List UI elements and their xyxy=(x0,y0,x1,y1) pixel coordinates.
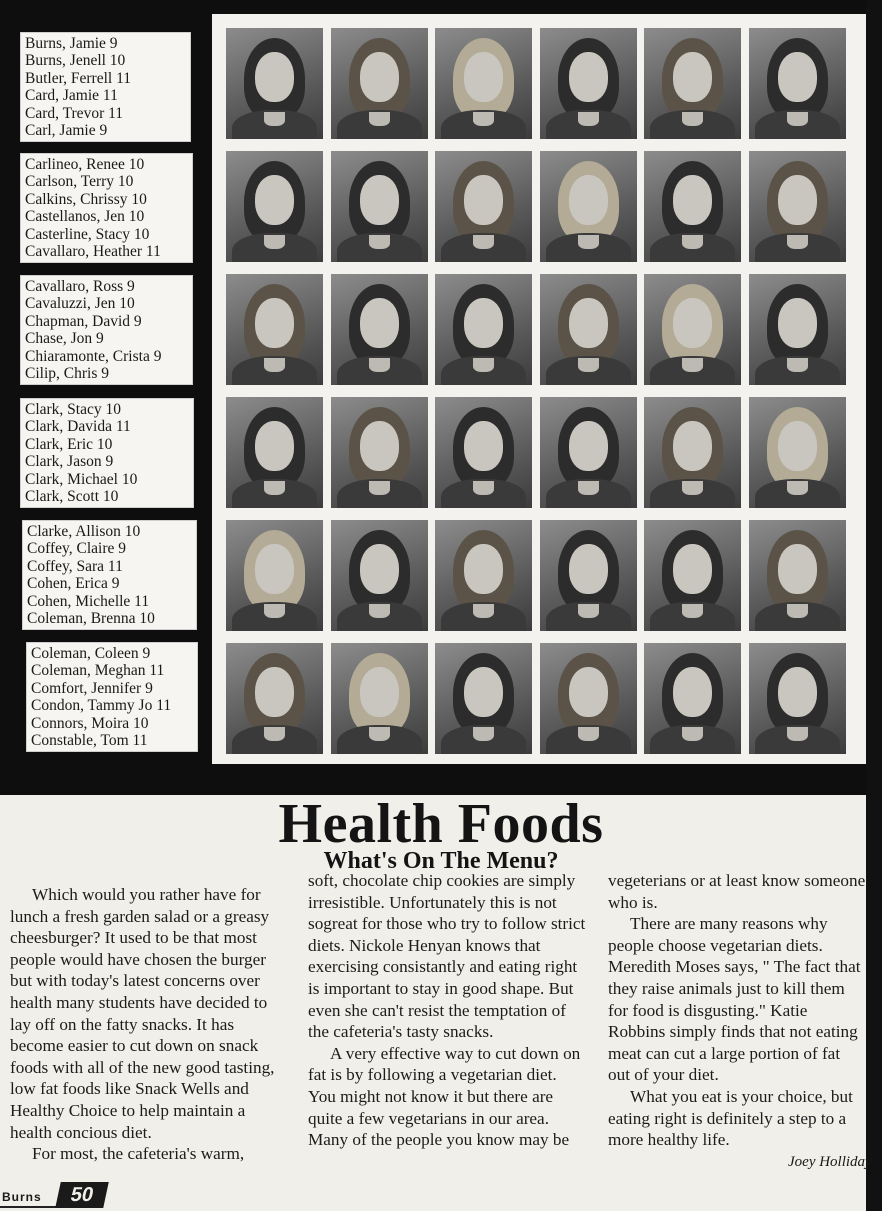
student-portrait xyxy=(749,520,846,631)
name-entry: Connors, Moira 10 xyxy=(31,714,149,732)
portrait-face xyxy=(569,667,608,717)
portrait-face xyxy=(778,298,817,348)
name-entry: Coleman, Brenna 10 xyxy=(27,610,155,628)
student-portrait xyxy=(540,643,637,754)
name-entry: Chase, Jon 9 xyxy=(25,330,104,348)
article-column-2 xyxy=(308,870,586,1151)
name-entry: Cohen, Michelle 11 xyxy=(27,592,150,610)
portrait-collar xyxy=(264,604,285,618)
student-portrait xyxy=(644,151,741,262)
portrait-face xyxy=(464,544,503,594)
portrait-face xyxy=(673,52,712,102)
name-entry: Castellanos, Jen 10 xyxy=(25,208,145,226)
portrait-face xyxy=(673,298,712,348)
portrait-collar xyxy=(369,481,390,495)
name-entry: Cilip, Chris 9 xyxy=(25,365,109,383)
portrait-face xyxy=(778,667,817,717)
portrait-face xyxy=(673,667,712,717)
name-group-1 xyxy=(20,32,191,142)
portrait-face xyxy=(778,175,817,225)
student-portrait xyxy=(435,520,532,631)
student-portrait xyxy=(226,28,323,139)
portrait-collar xyxy=(787,604,808,618)
portrait-collar xyxy=(473,727,494,741)
portrait-face xyxy=(360,298,399,348)
portrait-collar xyxy=(682,481,703,495)
article-column-3 xyxy=(608,870,866,1151)
name-entry: Carl, Jamie 9 xyxy=(25,122,108,140)
student-portrait xyxy=(226,397,323,508)
portrait-collar xyxy=(682,358,703,372)
portrait-collar xyxy=(473,604,494,618)
portrait-collar xyxy=(473,112,494,126)
portrait-face xyxy=(569,544,608,594)
student-portrait xyxy=(331,643,428,754)
portrait-collar xyxy=(369,358,390,372)
article-subtitle: What's On The Menu? xyxy=(323,848,559,874)
name-entry: Clark, Davida 11 xyxy=(25,418,131,436)
portrait-collar xyxy=(473,481,494,495)
portrait-face xyxy=(464,667,503,717)
portrait-face xyxy=(464,52,503,102)
portrait-face xyxy=(255,175,294,225)
name-group-2 xyxy=(20,153,193,263)
student-portrait xyxy=(435,274,532,385)
student-portrait xyxy=(435,28,532,139)
name-entry: Burns, Jenell 10 xyxy=(25,52,126,70)
student-portrait xyxy=(749,643,846,754)
name-group-6 xyxy=(26,642,198,752)
portrait-face xyxy=(464,298,503,348)
portrait-face xyxy=(360,52,399,102)
portrait-collar xyxy=(787,112,808,126)
student-portrait xyxy=(540,274,637,385)
portrait-collar xyxy=(578,481,599,495)
name-entry: Condon, Tammy Jo 11 xyxy=(31,697,172,715)
student-portrait xyxy=(644,397,741,508)
name-entry: Cavallaro, Ross 9 xyxy=(25,278,135,295)
portrait-face xyxy=(778,421,817,471)
portrait-face xyxy=(569,52,608,102)
name-entry: Card, Jamie 11 xyxy=(25,87,118,105)
student-portrait xyxy=(749,397,846,508)
portrait-collar xyxy=(787,727,808,741)
student-portrait xyxy=(749,28,846,139)
student-portrait xyxy=(540,397,637,508)
student-portrait xyxy=(540,151,637,262)
name-entry: Coffey, Claire 9 xyxy=(27,540,127,558)
student-portrait xyxy=(435,151,532,262)
name-entry: Card, Trevor 11 xyxy=(25,104,124,122)
student-portrait xyxy=(540,28,637,139)
student-portrait xyxy=(644,520,741,631)
portrait-collar xyxy=(787,481,808,495)
name-group-4 xyxy=(20,398,194,508)
portrait-face xyxy=(255,298,294,348)
portrait-face xyxy=(360,667,399,717)
portrait-face xyxy=(673,421,712,471)
name-entry: Calkins, Chrissy 10 xyxy=(25,190,147,208)
portrait-collar xyxy=(264,112,285,126)
portrait-face xyxy=(569,298,608,348)
name-entry: Coleman, Coleen 9 xyxy=(31,645,151,662)
portrait-collar xyxy=(264,358,285,372)
name-entry: Chapman, David 9 xyxy=(25,312,142,330)
name-entry: Chiaramonte, Crista 9 xyxy=(25,347,162,365)
student-portrait xyxy=(331,397,428,508)
portrait-collar xyxy=(264,481,285,495)
portrait-face xyxy=(778,544,817,594)
portrait-face xyxy=(360,421,399,471)
student-portrait xyxy=(749,274,846,385)
name-entry: Coffey, Sara 11 xyxy=(27,557,123,575)
portrait-collar xyxy=(473,235,494,249)
student-portrait xyxy=(435,397,532,508)
name-group-3 xyxy=(20,275,193,385)
portrait-collar xyxy=(369,112,390,126)
name-entry: Carlineo, Renee 10 xyxy=(25,156,145,173)
paragraph: vegeterians or at least know someone who is. xyxy=(608,871,866,912)
student-portrait xyxy=(331,274,428,385)
page-edge xyxy=(866,0,882,1211)
name-entry: Coleman, Meghan 11 xyxy=(31,662,165,680)
name-entry: Cavaluzzi, Jen 10 xyxy=(25,295,135,313)
author-byline: Joey Holliday xyxy=(788,1154,872,1170)
name-entry: Butler, Ferrell 11 xyxy=(25,69,131,87)
portrait-collar xyxy=(264,727,285,741)
portrait-collar xyxy=(578,604,599,618)
portrait-face xyxy=(464,175,503,225)
paragraph: For most, the cafeteria's warm, xyxy=(32,1144,245,1164)
paragraph: There are many reasons why people choose vegetarian diets. Meredith Moses says, " The fact that they raise animals just to kill them for food is disgusting." Katie Robbins simply finds that not eating meat can cut a large portion of fat out of your diet. xyxy=(608,914,861,1085)
portrait-collar xyxy=(578,727,599,741)
paragraph: soft, chocolate chip cookies are simply irresistible. Unfortunately this is not sogreat for those who try to follow strict diets. Nickole Henyan knows that exercising consistantly and eating right is important to stay in good shape. But even she can't resist the temptation of the cafeteria's tasty snacks. xyxy=(308,871,586,1042)
name-entry: Comfort, Jennifer 9 xyxy=(31,679,153,697)
footer-section-label: Burns xyxy=(0,1186,58,1208)
name-entry: Carlson, Terry 10 xyxy=(25,173,134,191)
portrait-grid xyxy=(212,14,866,764)
portrait-collar xyxy=(578,358,599,372)
name-entry: Clark, Stacy 10 xyxy=(25,401,121,418)
paragraph: Which would you rather have for lunch a fresh garden salad or a greasy cheesburger? It used to be that most people would have chosen the burger but with today's latest concerns over health many students have decided to lay off on the fatty snacks. It has become easier to cut down on snack foods with all of the new good tasting, low fat foods like Snack Wells and Healthy Choice to help maintain a health concious diet. xyxy=(10,885,275,1142)
portrait-face xyxy=(569,421,608,471)
portrait-collar xyxy=(369,604,390,618)
name-entry: Cohen, Erica 9 xyxy=(27,575,120,593)
student-portrait xyxy=(644,643,741,754)
portrait-face xyxy=(255,52,294,102)
article-column-1 xyxy=(10,884,282,1165)
student-portrait xyxy=(226,520,323,631)
portrait-face xyxy=(255,421,294,471)
name-entry: Clark, Scott 10 xyxy=(25,488,119,506)
portrait-face xyxy=(569,175,608,225)
student-portrait xyxy=(749,151,846,262)
portrait-collar xyxy=(682,112,703,126)
portrait-face xyxy=(255,544,294,594)
portrait-collar xyxy=(787,235,808,249)
name-entry: Clark, Eric 10 xyxy=(25,435,113,453)
portrait-collar xyxy=(682,235,703,249)
student-portrait xyxy=(540,520,637,631)
portrait-collar xyxy=(369,727,390,741)
portrait-face xyxy=(673,175,712,225)
paragraph: A very effective way to cut down on fat is by following a vegetarian diet. You might not know it but there are quite a few vegetarians in our area. Many of the people you know may be xyxy=(308,1043,581,1150)
page-number: 50 xyxy=(55,1182,109,1208)
portrait-face xyxy=(360,175,399,225)
student-portrait xyxy=(644,28,741,139)
portrait-collar xyxy=(682,604,703,618)
portrait-face xyxy=(464,421,503,471)
portrait-face xyxy=(778,52,817,102)
portrait-collar xyxy=(682,727,703,741)
name-entry: Burns, Jamie 9 xyxy=(25,35,118,52)
name-entry: Clark, Jason 9 xyxy=(25,453,114,471)
portrait-face xyxy=(255,667,294,717)
student-portrait xyxy=(331,151,428,262)
student-portrait xyxy=(644,274,741,385)
portrait-collar xyxy=(369,235,390,249)
paragraph: What you eat is your choice, but eating right is definitely a step to a more healthy life. xyxy=(608,1086,853,1150)
portrait-collar xyxy=(578,112,599,126)
name-entry: Clarke, Allison 10 xyxy=(27,523,141,540)
portrait-collar xyxy=(787,358,808,372)
student-portrait xyxy=(435,643,532,754)
portrait-face xyxy=(360,544,399,594)
portrait-collar xyxy=(264,235,285,249)
student-portrait xyxy=(226,151,323,262)
name-entry: Cavallaro, Heather 11 xyxy=(25,243,161,261)
portrait-face xyxy=(673,544,712,594)
name-entry: Constable, Tom 11 xyxy=(31,732,148,750)
student-portrait xyxy=(226,643,323,754)
student-portrait xyxy=(226,274,323,385)
student-portrait xyxy=(331,520,428,631)
student-portrait xyxy=(331,28,428,139)
portrait-collar xyxy=(473,358,494,372)
portrait-collar xyxy=(578,235,599,249)
name-group-5 xyxy=(22,520,197,630)
name-entry: Clark, Michael 10 xyxy=(25,470,138,488)
article-title: Health Foods xyxy=(278,793,604,855)
name-entry: Casterline, Stacy 10 xyxy=(25,225,150,243)
